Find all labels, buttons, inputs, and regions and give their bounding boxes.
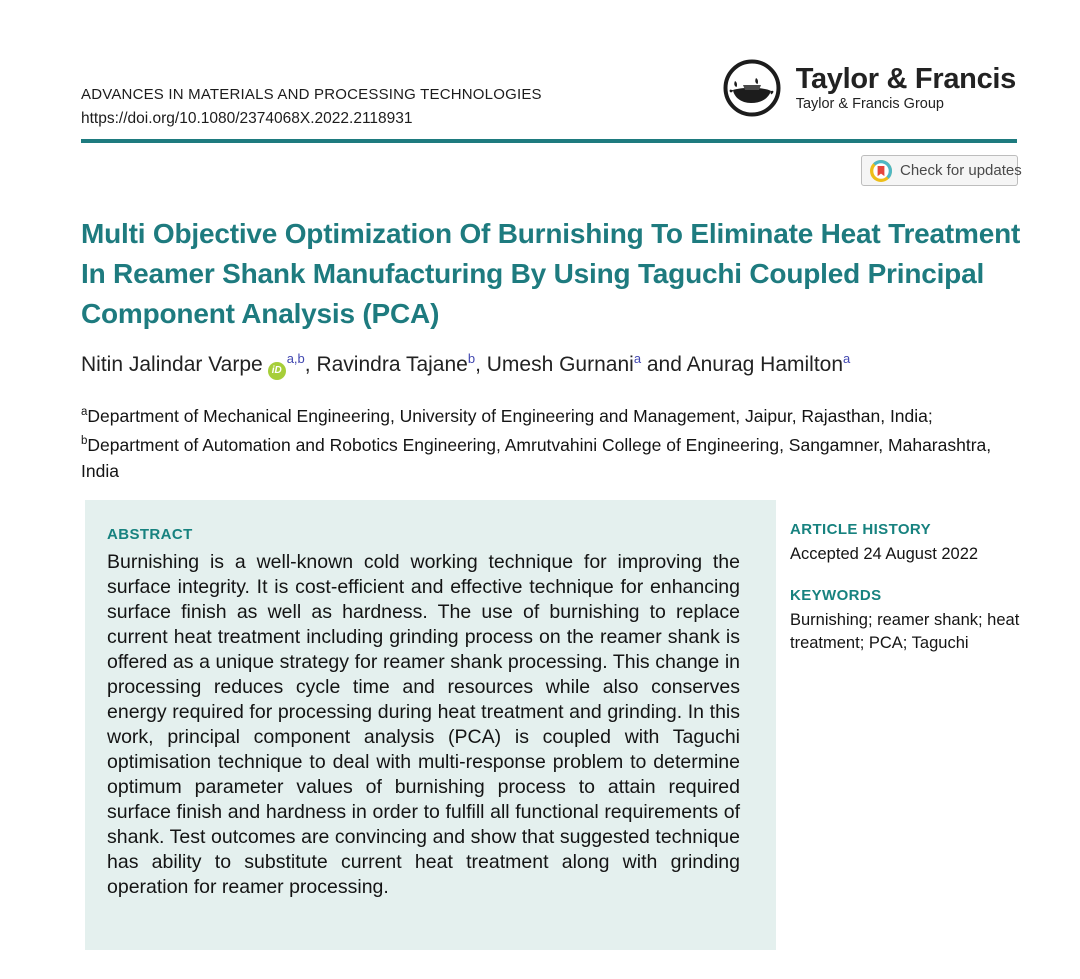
author-name-2: Ravindra Tajane [316,353,468,376]
abstract-text: Burnishing is a well-known cold working technique for improving the surface integrity. It is cost-efficient and effective technique for enhancing surface finish as well as hardness. The use of burnishing to replace current heat treatment including grinding process on the reamer shank is offered as a unique strategy for reamer shank processing. This change in processing reduces cycle time and resources while also conserves energy required for processing during heat treatment and grinding. In this work, principal component analysis (PCA) is coupled with Taguchi optimisation technique to deal with multi-response problem to determine optimum parameter values of burnishing process to attain required surface finish and hardness in order to fulfill all functional requirements of shank. Test outcomes are convincing and show that suggested technique has ability to substitute current heat treatment along with grinding operation for reamer processing. [107,551,740,898]
article-history-heading: ARTICLE HISTORY [790,521,932,538]
affiliation-b: Department of Automation and Robotics Engineering, Amrutvahini College of Engineering, Sangamner, Maharashtra, India [81,435,992,481]
author-4-affil-sup: a [843,351,851,366]
affil-sup-b: b [81,435,88,448]
doi-link[interactable]: https://doi.org/10.1080/2374068X.2022.2118931 [81,109,413,127]
publisher-name: Taylor & Francis [795,62,1016,95]
author-name-1: Nitin Jalindar Varpe [81,353,263,376]
article-meta-sidebar [790,521,1032,655]
journal-title: ADVANCES IN MATERIALS AND PROCESSING TECHNOLOGIES [81,86,542,103]
abstract-panel [85,500,776,950]
affil-sup-a: a [81,406,88,418]
author-separator: , [304,353,317,376]
crossmark-icon [870,160,892,182]
author-name-4: Anurag Hamilton [686,353,844,376]
affiliations [81,400,1006,484]
article-history-value: Accepted 24 August 2022 [790,545,979,563]
journal-header [81,84,542,130]
tf-oil-lamp-icon [721,57,783,119]
keywords-value: Burnishing; reamer shank; heat treatment; PCA; Taguchi [790,611,1020,652]
check-for-updates-label: Check for updates [900,162,1022,179]
author-separator: and [641,353,687,376]
article-title: Multi Objective Optimization Of Burnishing To Eliminate Heat Treatment In Reamer Shank Manufacturing By Using Taguchi Coupled Principal Component Analysis (PCA) [81,218,1021,329]
author-2-affil-sup: b [467,351,476,366]
check-for-updates-button[interactable] [861,155,1022,186]
author-separator: , [475,353,487,376]
header-divider [81,139,1017,143]
publisher-logo [721,57,1016,119]
author-byline [81,351,1041,380]
orcid-icon[interactable]: iD [268,362,286,380]
abstract-heading: ABSTRACT [107,526,193,543]
publisher-group: Taylor & Francis Group [795,96,944,113]
author-name-3: Umesh Gurnani [486,353,634,376]
author-3-affil-sup: a [633,351,642,366]
keywords-heading: KEYWORDS [790,587,882,604]
publisher-logo-text [796,64,1016,112]
author-1-affil-sup: a,b [286,351,305,366]
keywords-block [790,587,1032,655]
article-history-block [790,521,1032,566]
affiliation-a: Department of Mechanical Engineering, University of Engineering and Management, Jaipur, Rajasthan, India; [87,405,933,426]
